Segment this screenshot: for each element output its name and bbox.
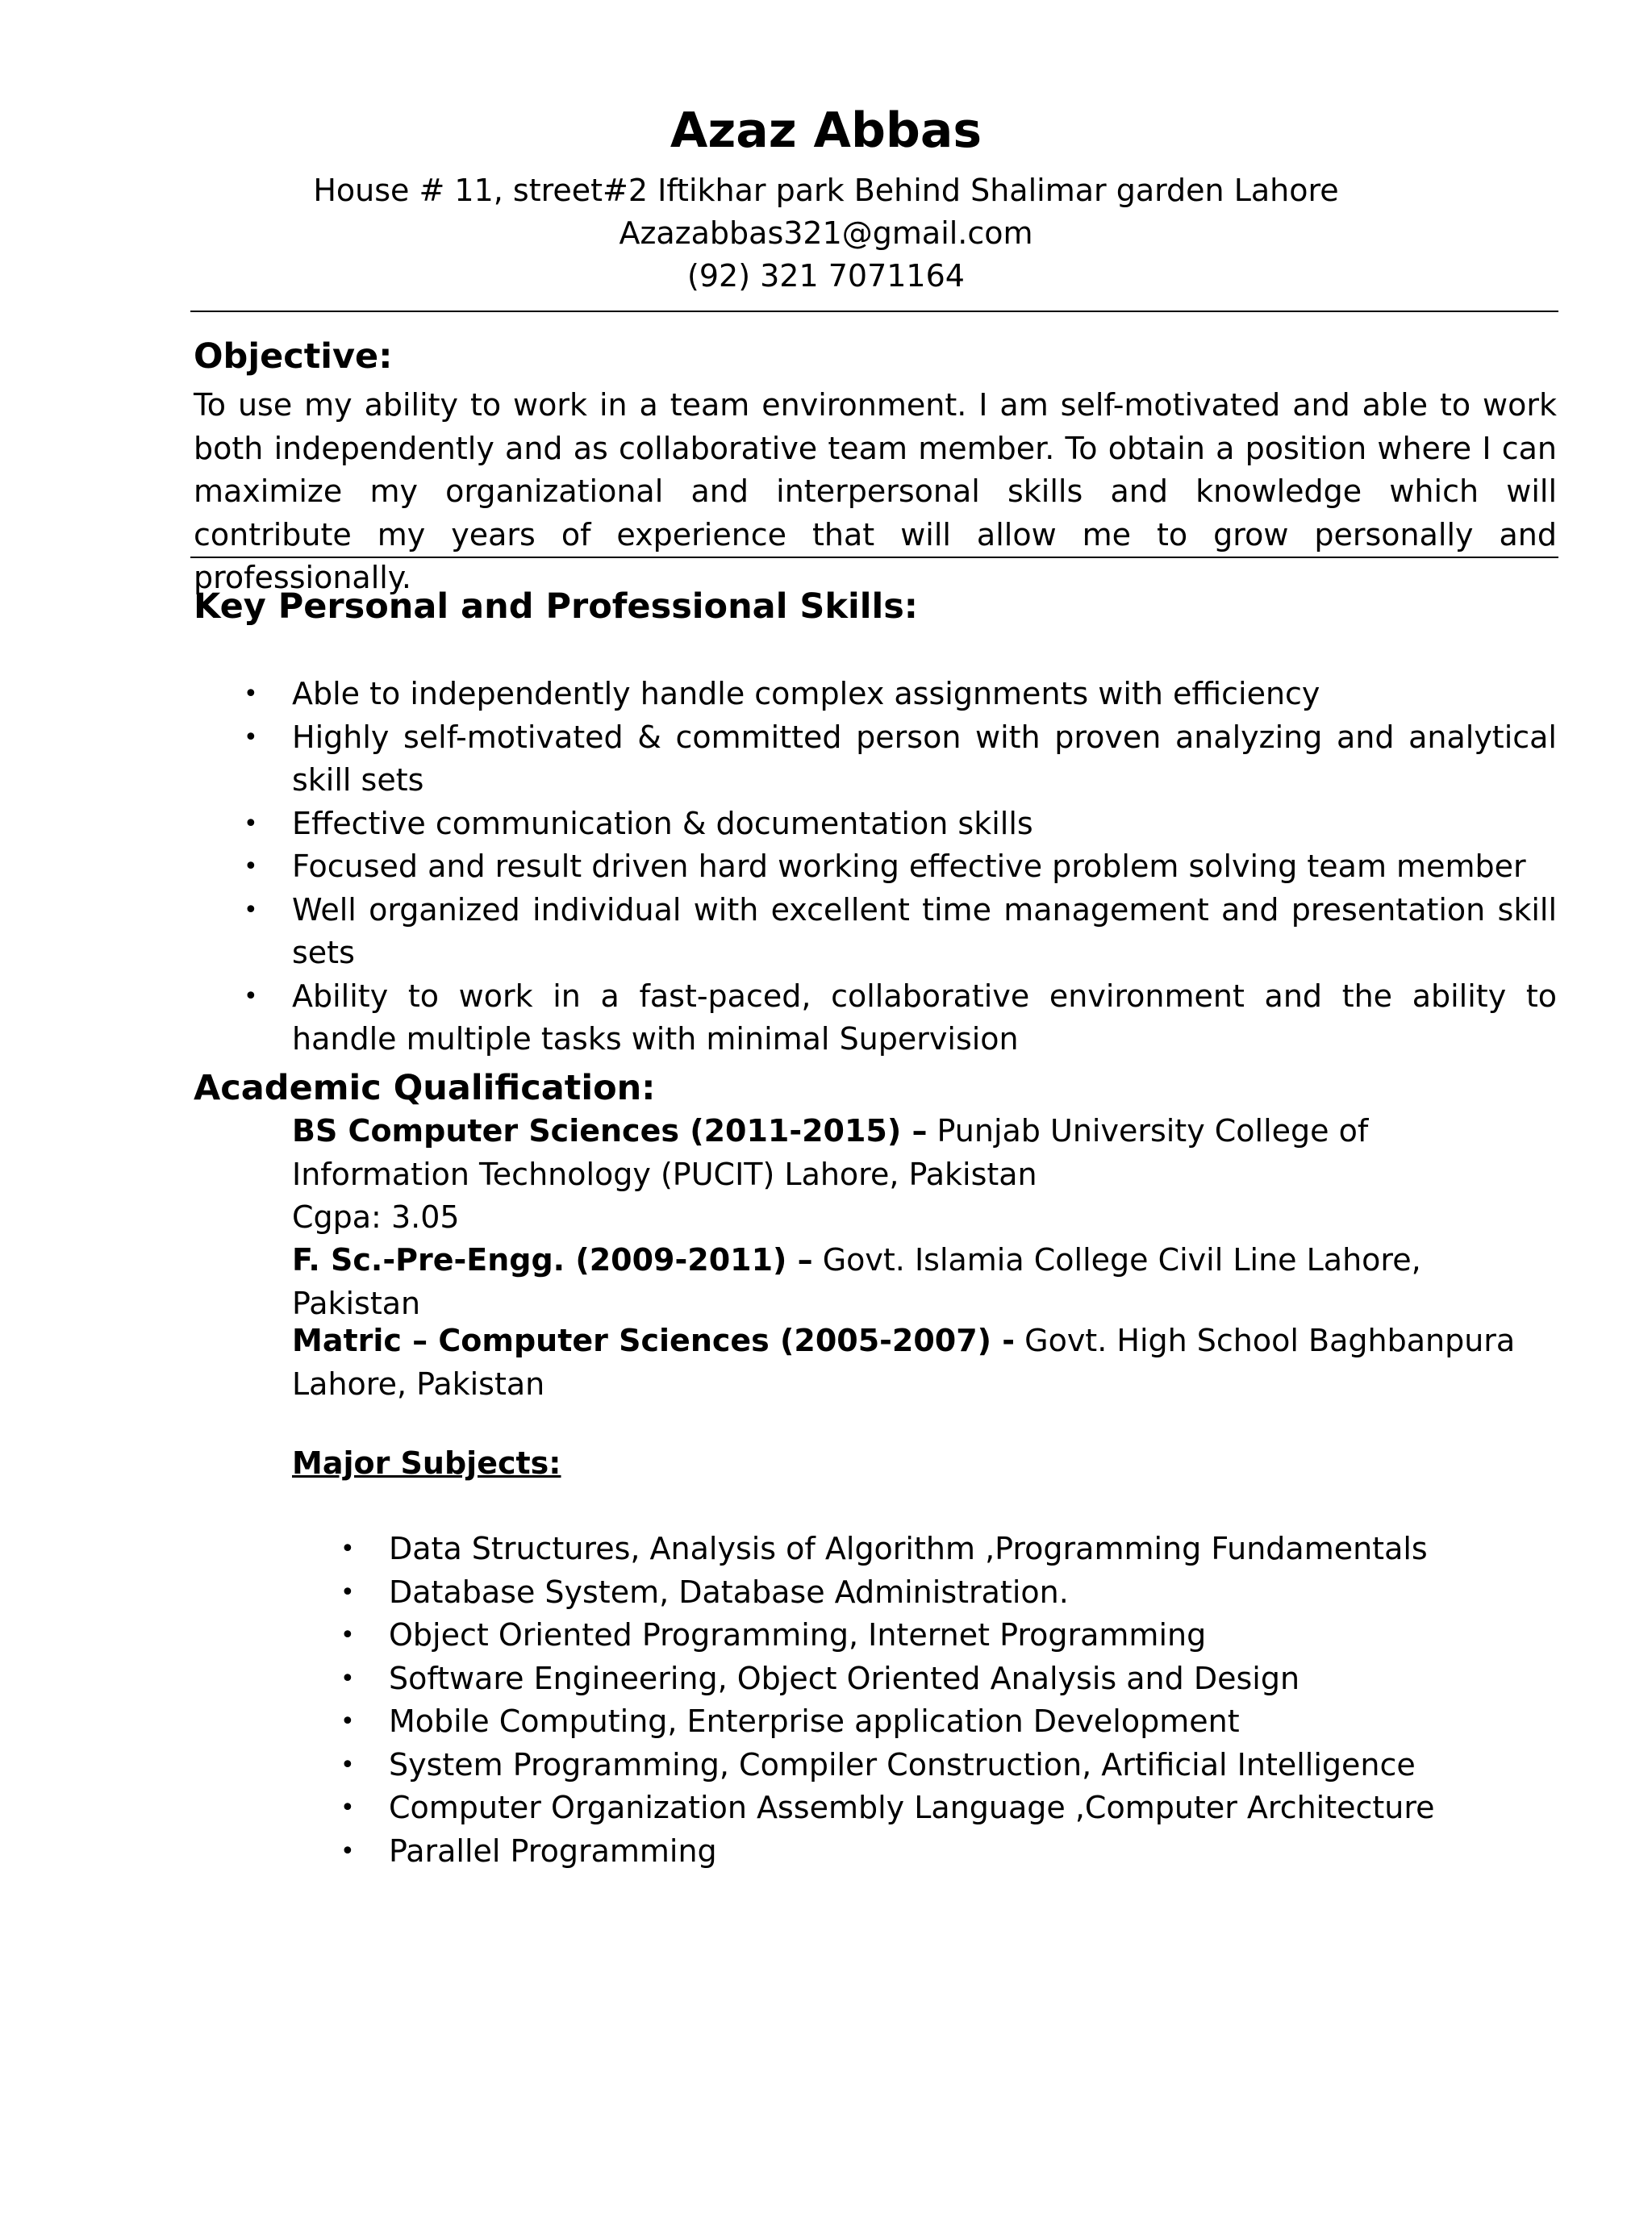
major-subjects-heading: Major Subjects: bbox=[292, 1445, 561, 1481]
education-matric bbox=[292, 1320, 1550, 1406]
subject-text: Object Oriented Programming, Internet Programming bbox=[389, 1617, 1207, 1653]
skill-item bbox=[244, 716, 1557, 803]
bullet-icon: • bbox=[340, 1621, 355, 1649]
subject-item bbox=[340, 1571, 1550, 1615]
bullet-icon: • bbox=[244, 982, 258, 1011]
bullet-icon: • bbox=[244, 853, 258, 881]
bullet-icon: • bbox=[340, 1578, 355, 1607]
contact-phone: (92) 321 7071164 bbox=[687, 258, 965, 294]
skill-item bbox=[244, 889, 1557, 975]
subject-item bbox=[340, 1830, 1550, 1874]
skill-item bbox=[244, 845, 1557, 889]
skill-item bbox=[244, 673, 1557, 716]
skills-heading: Key Personal and Professional Skills: bbox=[194, 586, 918, 627]
subject-item bbox=[340, 1700, 1550, 1744]
header-divider bbox=[190, 311, 1558, 312]
skill-item bbox=[244, 975, 1557, 1061]
skill-item bbox=[244, 803, 1557, 846]
subject-text: System Programming, Compiler Construction, Artificial Intelligence bbox=[389, 1746, 1416, 1783]
subject-text: Software Engineering, Object Oriented Analysis and Design bbox=[389, 1660, 1300, 1696]
skills-list bbox=[244, 673, 1557, 1061]
bullet-icon: • bbox=[340, 1535, 355, 1563]
subjects-list bbox=[340, 1528, 1550, 1873]
bs-degree: BS Computer Sciences (2011-2015) – bbox=[292, 1113, 928, 1149]
subject-text: Parallel Programming bbox=[389, 1833, 717, 1869]
objective-divider bbox=[190, 557, 1558, 558]
bullet-icon: • bbox=[244, 895, 258, 924]
subject-item bbox=[340, 1787, 1550, 1830]
bullet-icon: • bbox=[340, 1708, 355, 1736]
bullet-icon: • bbox=[244, 723, 258, 752]
skill-text: Ability to work in a fast-paced, collaborative environment and the ability to handle multiple tasks with minimal Supervision bbox=[292, 978, 1557, 1057]
candidate-name: Azaz Abbas bbox=[670, 102, 982, 159]
subject-item bbox=[340, 1614, 1550, 1657]
subject-text: Computer Organization Assembly Language ,Computer Architecture bbox=[389, 1790, 1435, 1825]
objective-text: To use my ability to work in a team environment. I am self-motivated and able to work both independently and as collaborative team member. To obtain a position where I can maximize my organizational and interpersonal skills and knowledge which will contribute my years of experience that will allow me to grow personally and professionally. bbox=[194, 387, 1557, 595]
bullet-icon: • bbox=[340, 1750, 355, 1779]
bs-institute: Punjab University College of Information Technology (PUCIT) Lahore, Pakistan bbox=[292, 1113, 1369, 1192]
academic-heading: Academic Qualification: bbox=[194, 1068, 656, 1108]
skill-text: Effective communication & documentation skills bbox=[292, 805, 1033, 841]
bullet-icon: • bbox=[340, 1664, 355, 1693]
skill-text: Focused and result driven hard working effective problem solving team member bbox=[292, 849, 1526, 884]
subject-text: Database System, Database Administration. bbox=[389, 1574, 1069, 1610]
bullet-icon: • bbox=[340, 1837, 355, 1866]
contact-email: Azazabbas321@gmail.com bbox=[619, 215, 1033, 251]
fsc-institute: Govt. Islamia College Civil Line Lahore, Pakistan bbox=[292, 1242, 1421, 1321]
skill-text: Able to independently handle complex assignments with efficiency bbox=[292, 676, 1320, 711]
matric-degree: Matric – Computer Sciences (2005-2007) - bbox=[292, 1323, 1016, 1358]
contact-address: House # 11, street#2 Iftikhar park Behind Shalimar garden Lahore bbox=[313, 173, 1339, 208]
matric-institute: Govt. High School Baghbanpura Lahore, Pakistan bbox=[292, 1323, 1516, 1402]
subject-text: Data Structures, Analysis of Algorithm ,Programming Fundamentals bbox=[389, 1531, 1428, 1566]
bullet-icon: • bbox=[340, 1794, 355, 1822]
subject-item bbox=[340, 1528, 1550, 1571]
education-bs bbox=[292, 1110, 1550, 1196]
objective-heading: Objective: bbox=[194, 336, 393, 377]
subject-item bbox=[340, 1657, 1550, 1701]
fsc-degree: F. Sc.-Pre-Engg. (2009-2011) – bbox=[292, 1242, 813, 1278]
subject-text: Mobile Computing, Enterprise application Development bbox=[389, 1703, 1240, 1739]
skill-text: Highly self-motivated & committed person with proven analyzing and analytical skill sets bbox=[292, 719, 1557, 798]
bullet-icon: • bbox=[244, 809, 258, 838]
bullet-icon: • bbox=[244, 680, 258, 708]
education-fsc bbox=[292, 1239, 1550, 1325]
education-cgpa: Cgpa: 3.05 bbox=[292, 1199, 460, 1235]
skill-text: Well organized individual with excellent time management and presentation skill sets bbox=[292, 891, 1557, 970]
subject-item bbox=[340, 1744, 1550, 1787]
